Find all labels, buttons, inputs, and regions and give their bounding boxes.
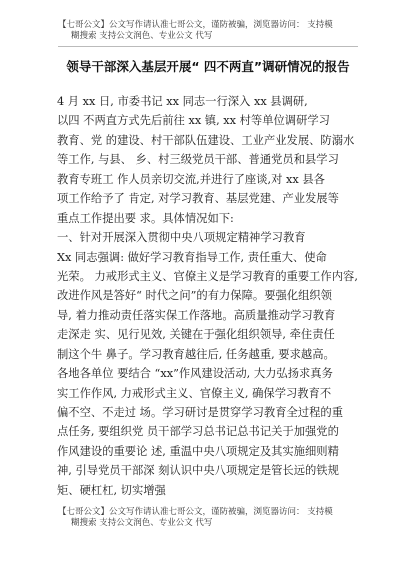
document-body bbox=[57, 92, 362, 500]
header-line-2: 糊搜索 支持公文润色、专业公文 代写 bbox=[71, 31, 213, 41]
page-footer bbox=[58, 507, 358, 529]
body-line: 教育专班工 作人员亲切交流,并进行了座谈,对 xx 县各 bbox=[57, 172, 325, 186]
footer-line-2: 糊搜索 支持公文润色、专业公文 代写 bbox=[71, 518, 213, 528]
body-line: 矩、硬杠杠, 切实增强 bbox=[57, 483, 166, 497]
body-line: 等工作, 与县、 乡、村三级党员干部、普通党员和县学习 bbox=[57, 153, 339, 167]
body-line: 4 月 xx 日, 市委书记 xx 同志一行深入 xx 县调研, bbox=[57, 95, 308, 108]
body-line: 一、针对开展深入贯彻中央八项规定精神学习教育 bbox=[57, 231, 306, 245]
footer-line-1: 【七哥公文】公文写作请认准七哥公文，谨防被骗，浏览器访问： 支持模 bbox=[58, 507, 333, 517]
body-line: 重点工作提出要 求。具体情况如下: bbox=[57, 211, 234, 225]
body-line: 光荣。 力戒形式主义、官僚主义是学习教育的重要工作内容, bbox=[57, 269, 358, 283]
body-line: 偏不空、不走过 场。学习研讨是贯穿学习教育全过程的重 bbox=[57, 406, 344, 419]
body-line: 教育、党 的建设、村干部队伍建设、工业产业发展、防溺水 bbox=[57, 133, 355, 147]
body-line: Xx 同志强调: 做好学习教育指导工作, 责任重大、使命 bbox=[57, 250, 327, 264]
body-line: 项工作给予了 肯定, 对学习教育、基层党建、产业发展等 bbox=[57, 192, 339, 206]
body-line: 以四 不两直方式先后前往 xx 镇, xx 村等单位调研学习 bbox=[57, 114, 330, 128]
body-line: 点任务, 要组织党 员干部学习总书记总书记关于加强党的 bbox=[57, 425, 339, 439]
body-line: 走深走 实、见行见效, 关键在于强化组织领导, 牵住责任 bbox=[57, 328, 335, 342]
body-line: 神, 引导党员干部深 刻认识中央八项规定是管长远的铁规 bbox=[57, 464, 339, 478]
body-line: 制这个牛 鼻子。学习教育越往后, 任务越重, 要求越高。 bbox=[57, 347, 335, 361]
page-header bbox=[58, 20, 358, 42]
body-line: 实工作作风, 力戒形式主义、官僚主义, 确保学习教育不 bbox=[57, 386, 332, 400]
header-divider bbox=[58, 46, 358, 47]
body-line: 作风建设的重要论 述, 重温中央八项规定及其实施细则精 bbox=[57, 444, 339, 458]
document-title: 领导干部深入基层开展“ 四不两直”调研情况的报告 bbox=[66, 59, 350, 74]
body-line: 导, 着力推动责任落实保工作落地。高质量推动学习教育 bbox=[57, 308, 336, 322]
header-line-1: 【七哥公文】公文写作请认准七哥公文，谨防被骗，浏览器访问： 支持模 bbox=[58, 20, 333, 30]
body-line: 改进作风是答好“ 时代之问”的有力保障。要强化组织领 bbox=[57, 289, 332, 303]
body-line: 各地各单位 要结合 “xx”作风建设活动, 大力弘扬求真务 bbox=[57, 367, 333, 381]
